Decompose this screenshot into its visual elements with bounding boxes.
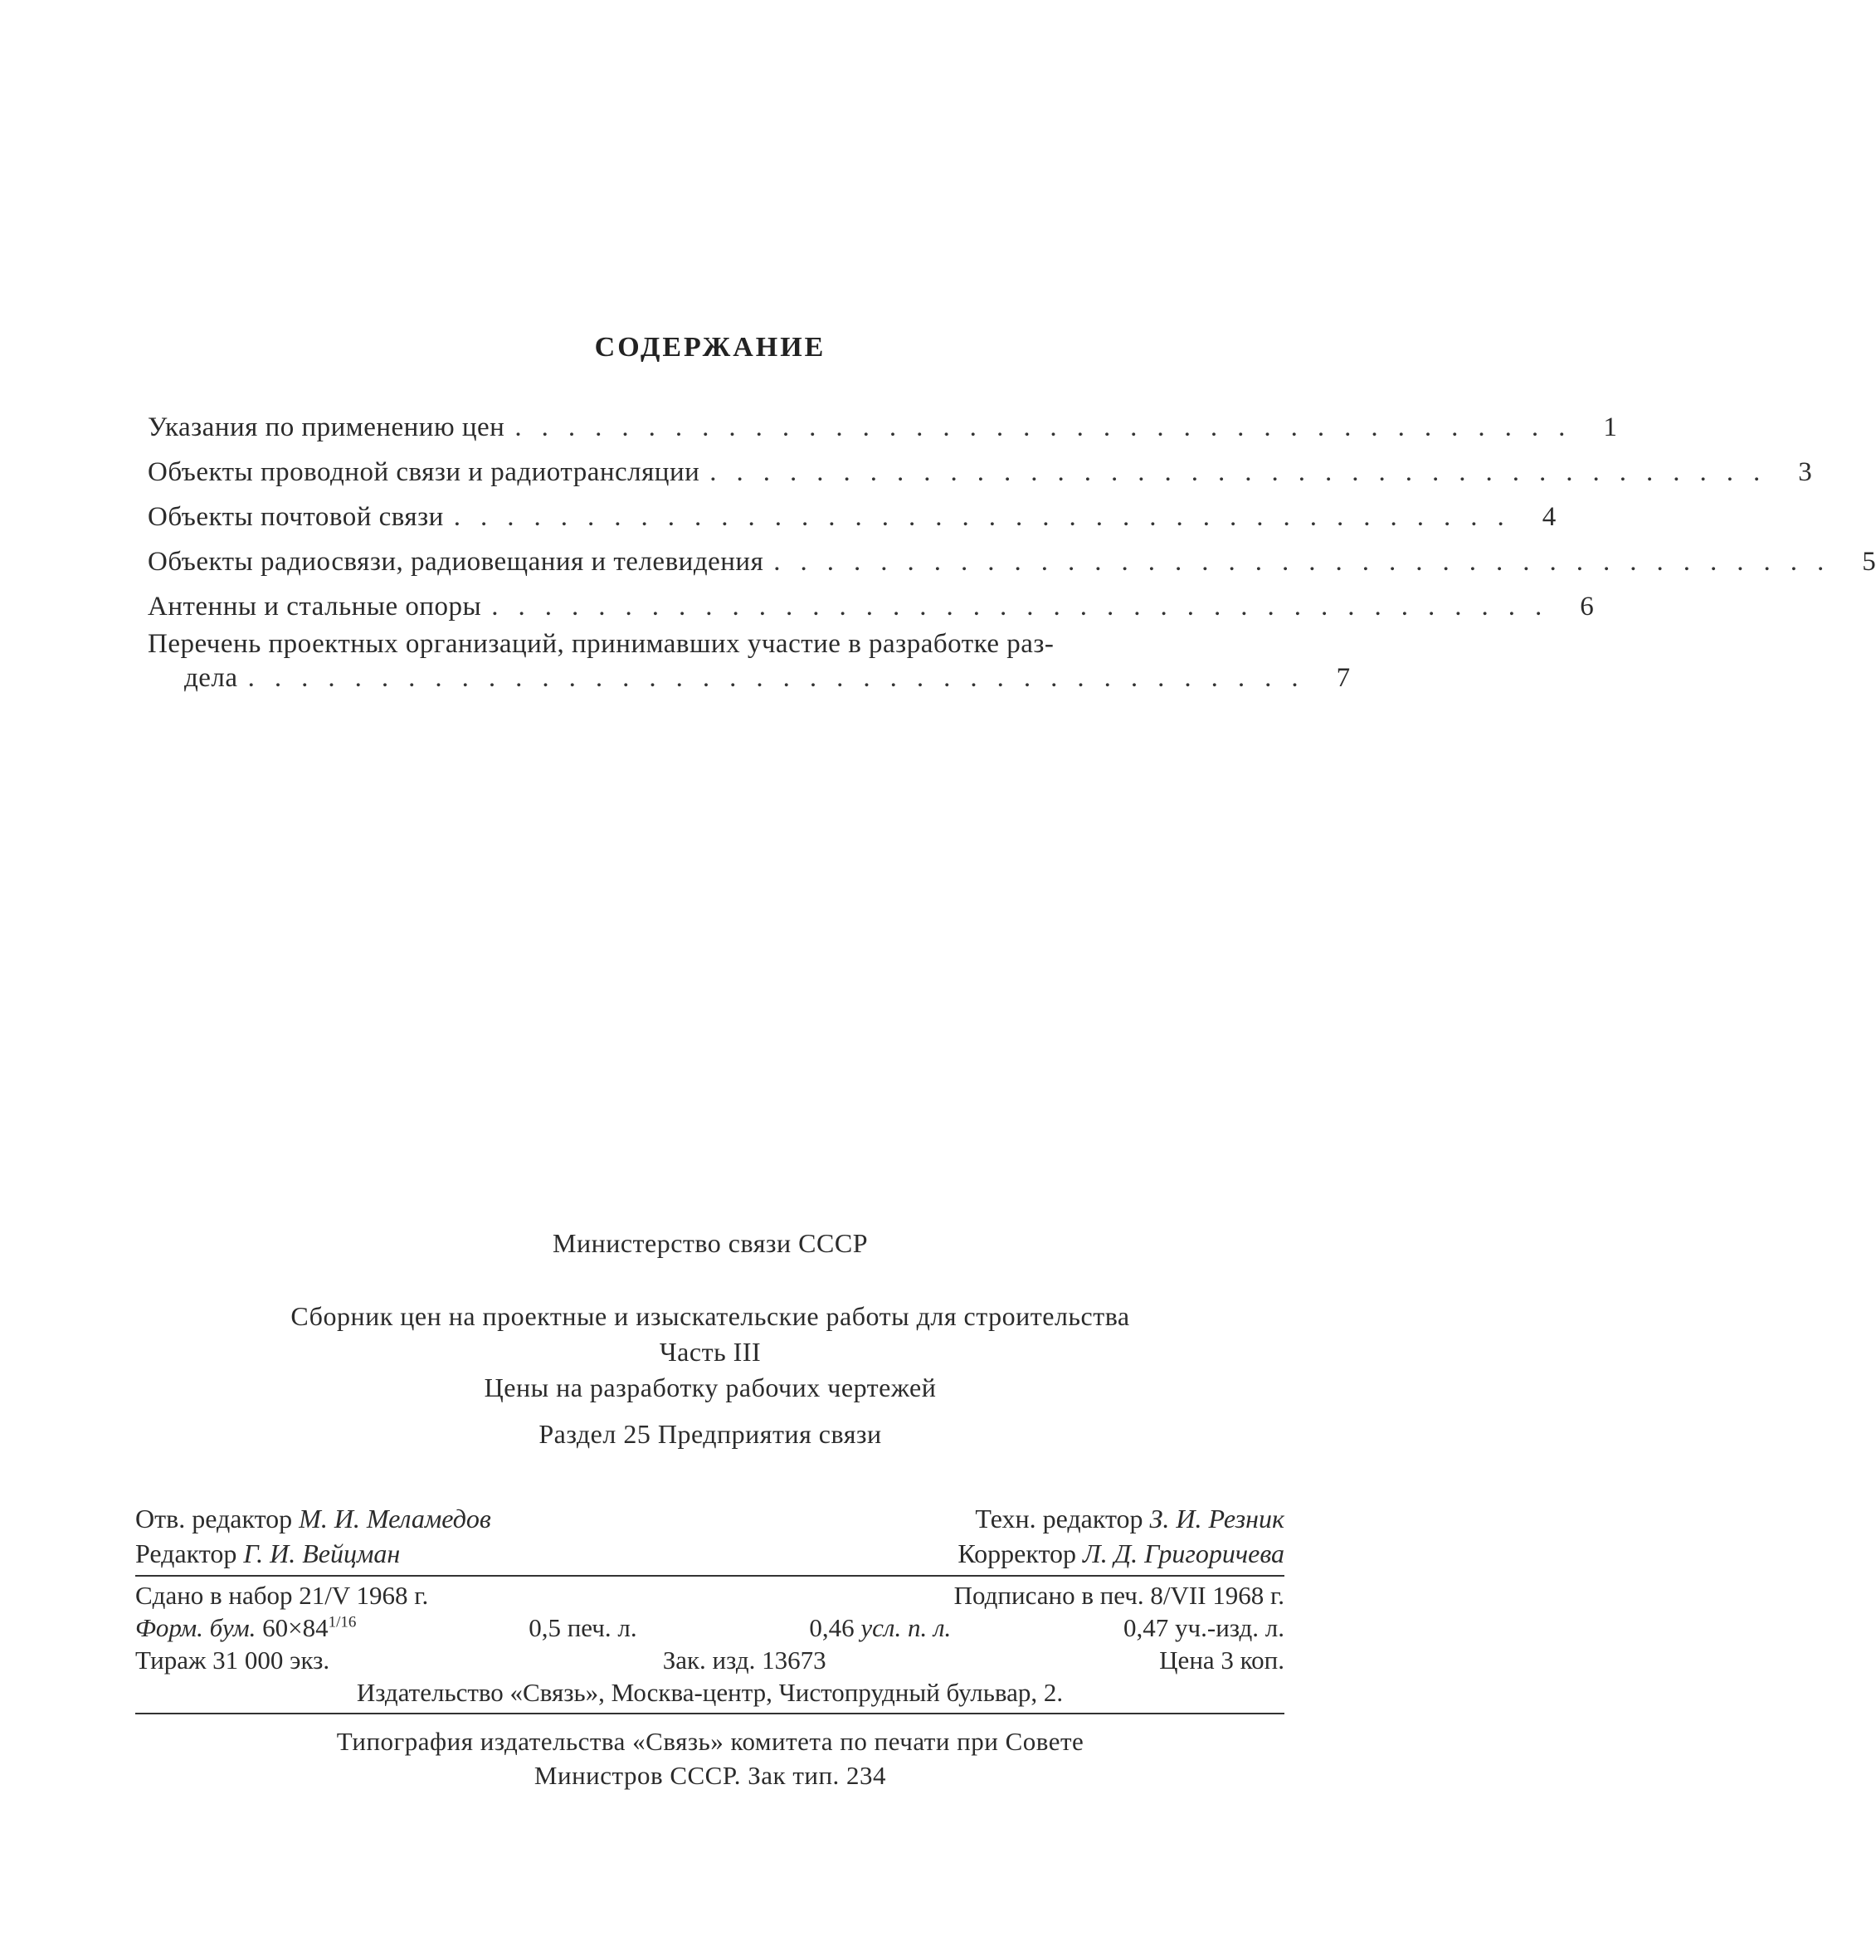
details-row [135, 1581, 1284, 1613]
toc-item-text: Указания по применению цен [148, 412, 505, 442]
divider-rule [135, 1713, 1284, 1714]
order-number: Зак. изд. 13673 [662, 1646, 826, 1675]
divider-rule [135, 1575, 1284, 1577]
editor [135, 1538, 400, 1573]
printer-line: Министров СССР. Зак тип. 234 [534, 1761, 887, 1790]
toc-leader-dots: ........................................ [491, 592, 1562, 622]
toc-item [148, 398, 1618, 443]
paper-format-value: 60×84 [262, 1613, 329, 1642]
conditional-sheets-value: 0,46 [809, 1613, 855, 1642]
typeset-date: Сдано в набор 21/V 1968 г. [135, 1581, 429, 1610]
toc-item [148, 578, 1595, 622]
signed-date: Подписано в печ. 8/VII 1968 г. [953, 1581, 1284, 1610]
accounting-sheets [1123, 1613, 1284, 1646]
price: Цена 3 коп. [1159, 1646, 1284, 1675]
section-title: Раздел 25 Предприятия связи [538, 1419, 882, 1449]
proofreader-label: Корректор [957, 1538, 1077, 1568]
printer-info [0, 1724, 1420, 1792]
toc-leader-dots: ........................................ [773, 547, 1844, 577]
toc-leader-dots: ........................................ [247, 663, 1318, 693]
editor-name: Г. И. Вейцман [243, 1538, 401, 1568]
print-sheets: 0,5 печ. л. [529, 1613, 637, 1642]
toc-item-text-cont: дела [184, 663, 238, 693]
toc-item-page: 4 [1542, 502, 1557, 532]
tech-editor-name: З. И. Резник [1149, 1504, 1284, 1533]
collection-title: Сборник цен на проектные и изыскательские работы для строительства [290, 1301, 1130, 1331]
publisher-address: Издательство «Связь», Москва-центр, Чистопрудный бульвар, 2. [356, 1678, 1064, 1707]
toc-item-text: Перечень проектных организаций, принимавших участие в разработке раз- [148, 629, 1055, 659]
toc-item-page: 3 [1798, 457, 1813, 487]
toc-title: СОДЕРЖАНИЕ [594, 332, 826, 363]
details-row [135, 1646, 1284, 1678]
toc-leader-dots: ........................................ [514, 412, 1586, 442]
paper-format-fraction: 1/16 [328, 1613, 357, 1631]
staff-credits [135, 1504, 1284, 1573]
toc-item-page: 1 [1603, 412, 1618, 442]
toc-item [148, 629, 1351, 694]
toc-item-text: Объекты почтовой связи [148, 502, 444, 532]
resp-editor-name: М. И. Меламедов [299, 1504, 491, 1533]
paper-format [135, 1613, 356, 1646]
toc-item [148, 488, 1557, 533]
tech-editor-label: Техн. редактор [975, 1504, 1143, 1533]
toc-item-text: Объекты радиосвязи, радиовещания и телевидения [148, 547, 764, 577]
conditional-sheets-label: усл. п. л. [860, 1613, 952, 1642]
staff-row [135, 1504, 1284, 1538]
toc-item [148, 533, 1876, 578]
toc-leader-dots: ........................................ [453, 502, 1524, 532]
resp-editor [135, 1504, 491, 1538]
editor-label: Редактор [135, 1538, 237, 1568]
proofreader-name: Л. Д. Григоричева [1083, 1538, 1284, 1568]
toc-item-page: 6 [1580, 592, 1595, 622]
resp-editor-label: Отв. редактор [135, 1504, 293, 1533]
collection-block [0, 1299, 1420, 1406]
toc-item-text: Антенны и стальные опоры [148, 592, 482, 622]
collection-part: Часть III [659, 1337, 762, 1367]
toc-list [148, 398, 1876, 694]
ministry-name: Министерство связи СССР [553, 1228, 868, 1258]
toc-item-page: 7 [1336, 663, 1351, 693]
publication-details [135, 1581, 1284, 1714]
accounting-sheets-value: 0,47 [1123, 1613, 1169, 1642]
collection-subtitle: Цены на разработку рабочих чертежей [484, 1372, 937, 1402]
tech-editor [975, 1504, 1284, 1538]
details-row [135, 1613, 1284, 1646]
conditional-sheets [809, 1613, 951, 1646]
toc-item [148, 443, 1813, 488]
toc-item-text: Объекты проводной связи и радиотрансляции [148, 457, 700, 487]
toc-item-continuation [148, 661, 1351, 694]
staff-row [135, 1538, 1284, 1573]
accounting-sheets-label: уч.-изд. л. [1175, 1613, 1284, 1642]
printer-line: Типография издательства «Связь» комитета по печати при Совете [336, 1727, 1084, 1756]
toc-item-page: 5 [1862, 547, 1876, 577]
paper-format-label: Форм. бум. [135, 1613, 256, 1642]
toc-leader-dots: ........................................ [709, 457, 1781, 487]
proofreader [957, 1538, 1284, 1573]
print-run: Тираж 31 000 экз. [135, 1646, 330, 1675]
